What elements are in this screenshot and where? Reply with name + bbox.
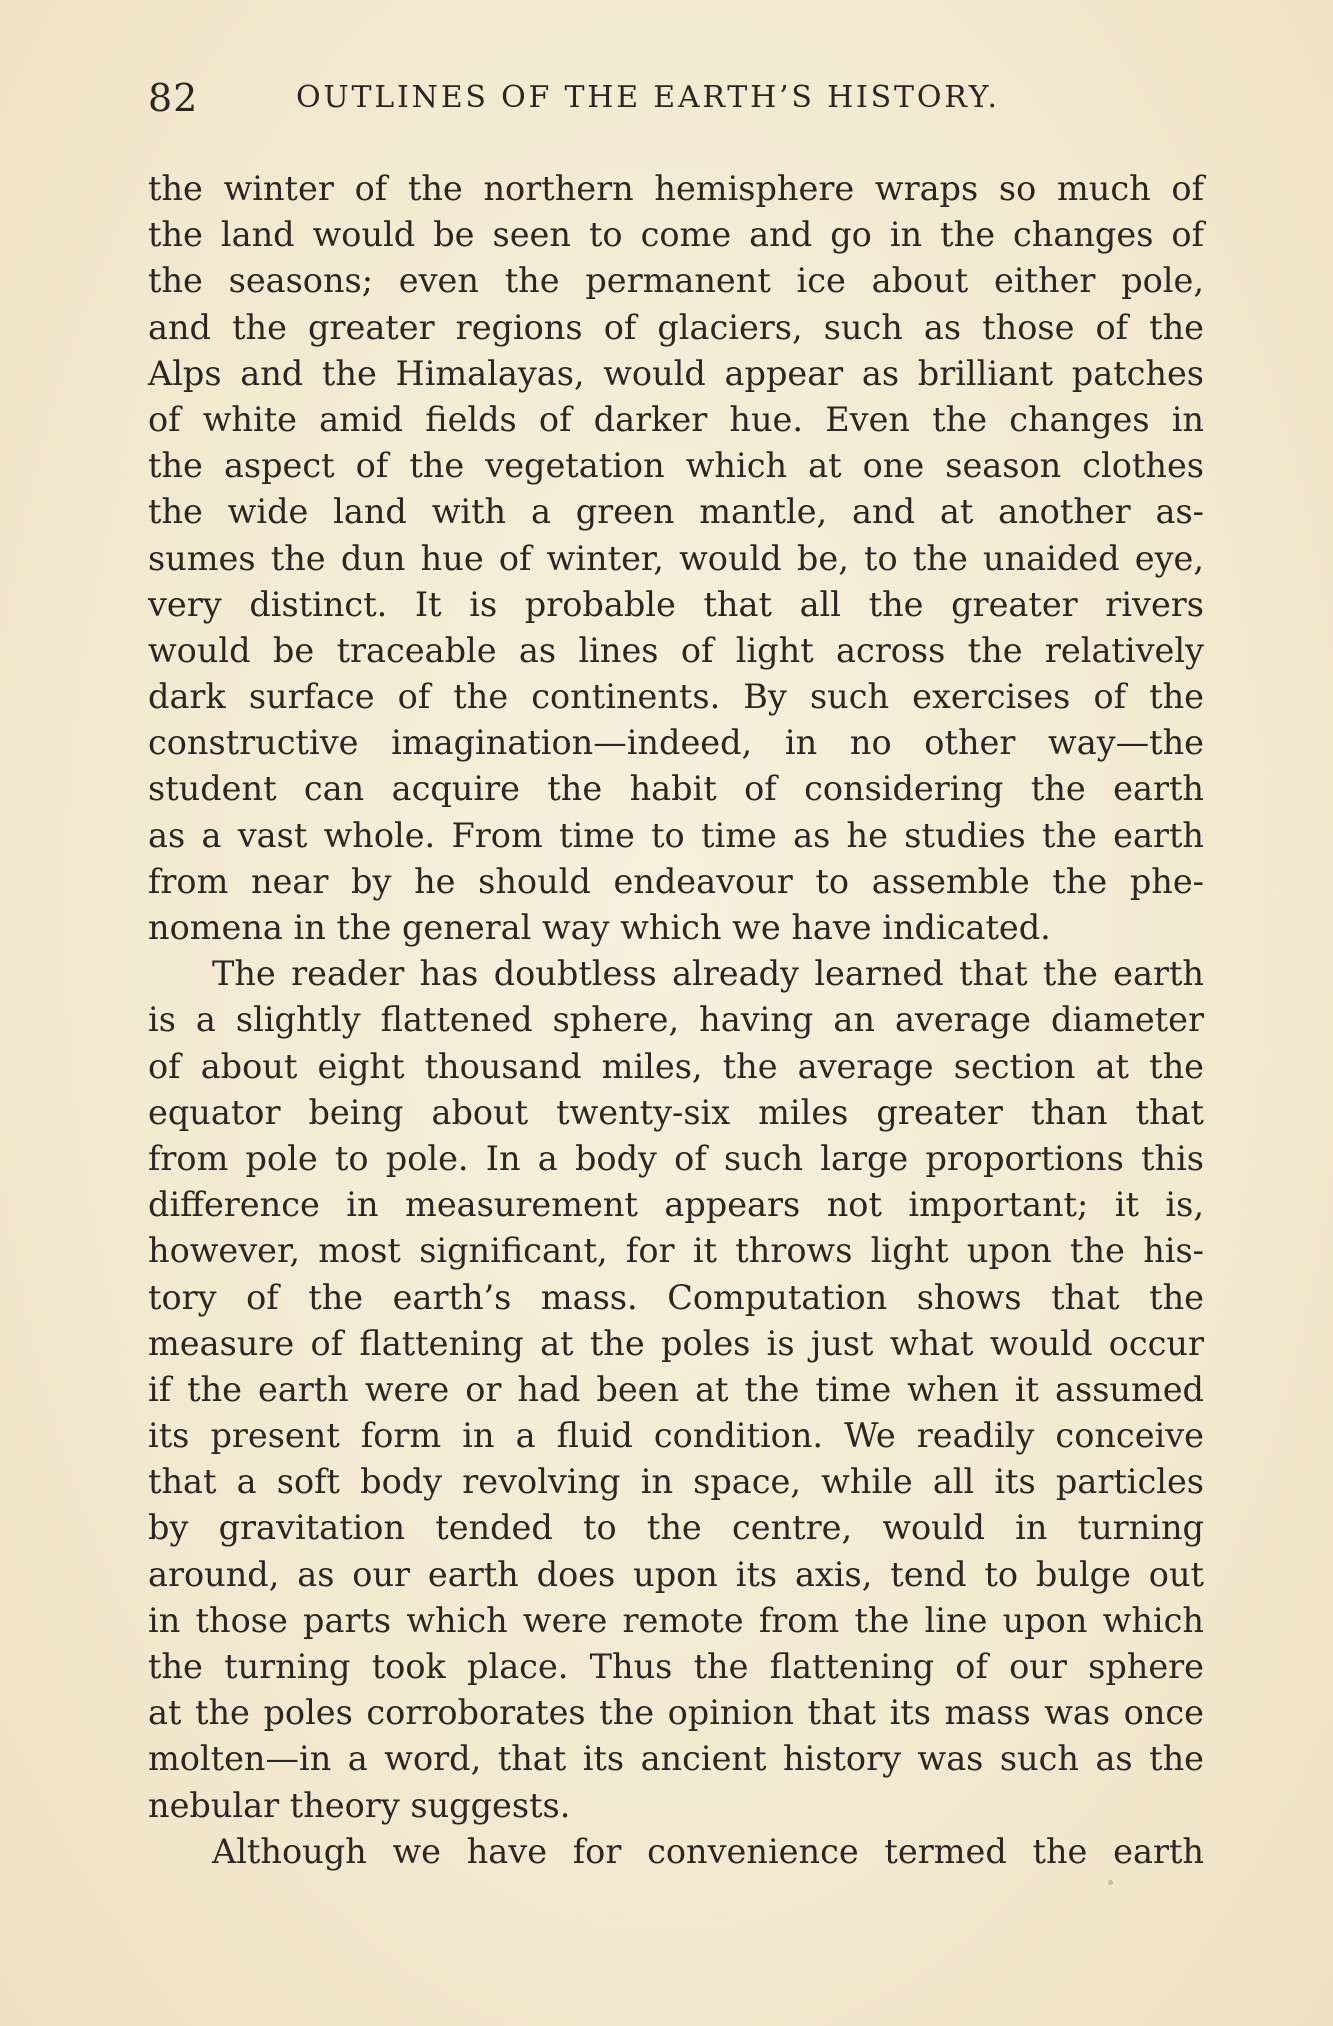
text-line: the wide land with a green mantle, and at another as- <box>148 492 1204 532</box>
text-line: difference in measurement appears not important; it is, <box>148 1185 1204 1225</box>
text-line: molten—in a word, that its ancient history was such as the <box>148 1739 1204 1779</box>
text-line: nomena in the general way which we have indicated. <box>148 908 1051 947</box>
text-line: the seasons; even the permanent ice about either pole, <box>148 261 1204 301</box>
text-line: the turning took place. Thus the flattening of our sphere <box>148 1647 1204 1686</box>
text-line: if the earth were or had been at the time when it assumed <box>148 1369 1204 1409</box>
text-line: at the poles corroborates the opinion that its mass was once <box>148 1693 1204 1733</box>
text-line: nebular theory suggests. <box>148 1785 571 1825</box>
text-line: from near by he should endeavour to assemble the phe- <box>148 861 1204 901</box>
text-line: by gravitation tended to the centre, would in turning <box>148 1508 1204 1548</box>
text-line: would be traceable as lines of light across the relatively <box>148 630 1204 670</box>
paragraph-start-line: The reader has doubtless already learned that the earth <box>212 954 1204 994</box>
text-line: measure of flattening at the poles is just what would occur <box>148 1323 1204 1363</box>
text-line: as a vast whole. From time to time as he studies the earth <box>148 815 1204 855</box>
text-line: constructive imagination—indeed, in no other way—the <box>148 723 1204 763</box>
text-line: equator being about twenty-six miles greater than that <box>148 1092 1204 1132</box>
text-line: of about eight thousand miles, the average section at the <box>148 1046 1204 1086</box>
page-header <box>148 72 1208 124</box>
body-text <box>148 166 1204 1875</box>
text-line: the winter of the northern hemisphere wraps so much of <box>148 169 1204 208</box>
text-line: tory of the earth’s mass. Computation shows that the <box>148 1277 1204 1317</box>
text-line: however, most significant, for it throws light upon the his- <box>148 1231 1204 1271</box>
text-line: around, as our earth does upon its axis, tend to bulge out <box>148 1554 1204 1594</box>
text-line: that a soft body revolving in space, while all its particles <box>148 1462 1204 1502</box>
text-line: in those parts which were remote from the line upon which <box>148 1600 1204 1640</box>
paper-speck <box>1108 1880 1113 1885</box>
text-line: student can acquire the habit of considering the earth <box>148 769 1204 809</box>
text-line: the aspect of the vegetation which at one season clothes <box>148 446 1204 486</box>
text-line: of white amid fields of darker hue. Even the changes in <box>148 399 1204 439</box>
text-line: sumes the dun hue of winter, would be, to the unaided eye, <box>148 538 1204 578</box>
text-line: and the greater regions of glaciers, such as those of the <box>148 307 1204 347</box>
paragraph-start-line: Although we have for convenience termed the earth <box>212 1831 1204 1871</box>
text-line: its present form in a fluid condition. We readily conceive <box>148 1416 1204 1456</box>
text-line: Alps and the Himalayas, would appear as brilliant patches <box>148 353 1204 393</box>
text-line: the land would be seen to come and go in the changes of <box>148 215 1204 255</box>
text-line: from pole to pole. In a body of such large proportions this <box>148 1138 1204 1178</box>
text-line: dark surface of the continents. By such exercises of the <box>148 677 1204 717</box>
running-head: OUTLINES OF THE EARTH’S HISTORY. <box>296 80 1000 115</box>
text-line: is a slightly flattened sphere, having an average diameter <box>148 1000 1204 1040</box>
page-number: 82 <box>148 76 199 120</box>
text-line: very distinct. It is probable that all the greater rivers <box>148 584 1204 624</box>
